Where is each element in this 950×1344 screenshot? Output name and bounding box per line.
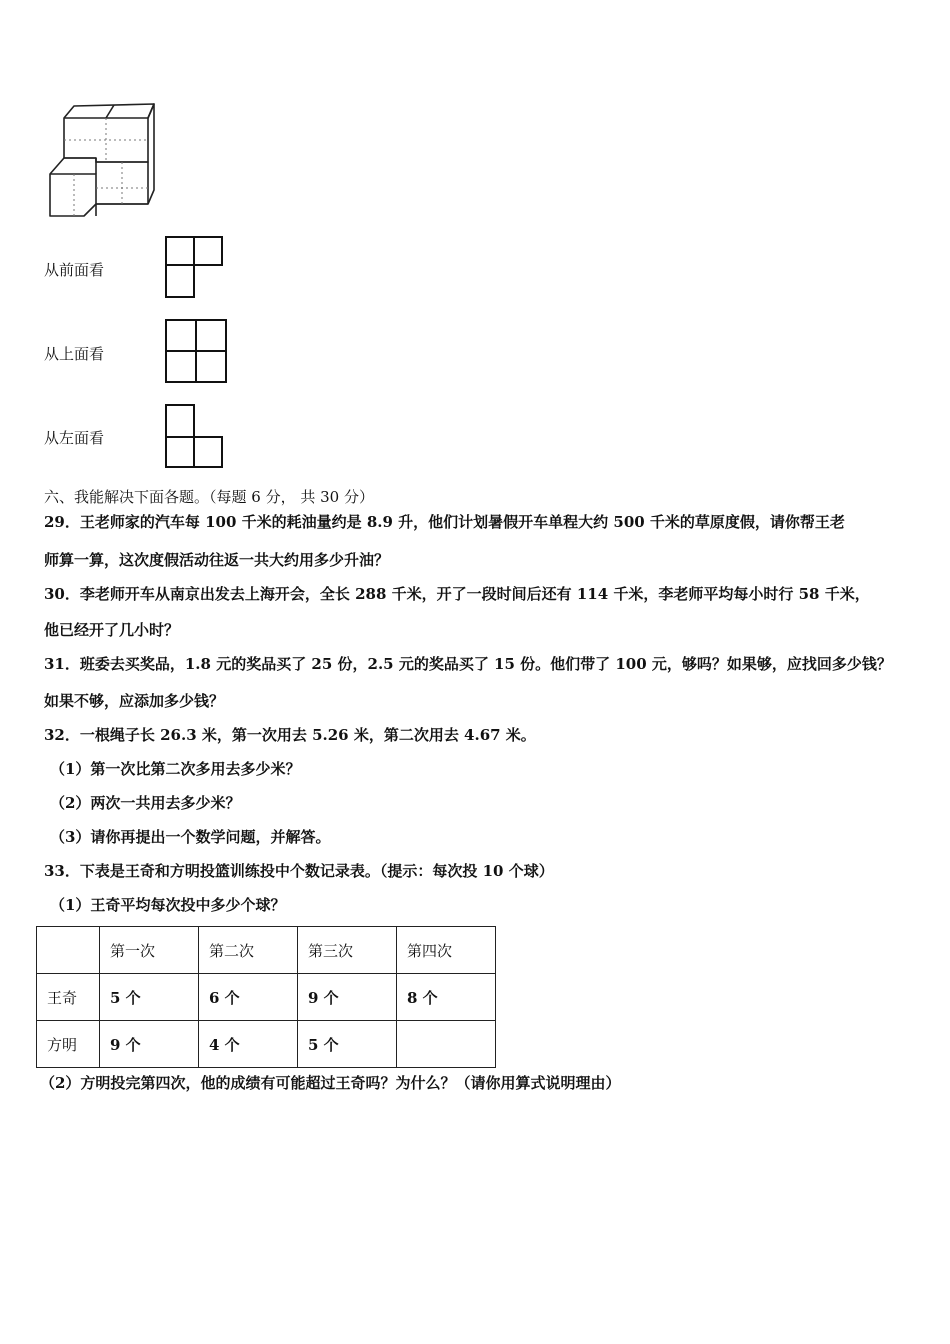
section-heading: 六、我能解决下面各题。（每题 6 分， 共 30 分）: [44, 488, 374, 506]
table-header-cell: 第四次: [397, 927, 496, 974]
table-row: [37, 974, 496, 1021]
table-header-cell: 第一次: [100, 927, 199, 974]
table-cell: 5 个: [100, 974, 199, 1021]
top-view-grid: [164, 318, 228, 384]
top-view-label: 从上面看: [44, 345, 105, 363]
table-cell: [397, 1021, 496, 1068]
table-header-cell: [37, 927, 100, 974]
table-cell: 9 个: [100, 1021, 199, 1068]
table-header-cell: 第二次: [199, 927, 298, 974]
row-name-cell: 王奇: [37, 974, 100, 1021]
q32-sub2: （2）两次一共用去多少米？: [50, 794, 241, 812]
q33-sub2: （2）方明投完第四次，他的成绩有可能超过王奇吗？为什么？（请你用算式说明理由）: [40, 1074, 621, 1092]
row-name-cell: 方明: [37, 1021, 100, 1068]
q30-line1: 30．李老师开车从南京出发去上海开会，全长 288 千米，开了一段时间后还有 114 千米，李老师平均每小时行 58 千米，: [44, 585, 870, 603]
table-cell: 5 个: [298, 1021, 397, 1068]
table-cell: 6 个: [199, 974, 298, 1021]
left-view-grid: [164, 403, 224, 469]
left-view-label: 从左面看: [44, 429, 105, 447]
table-header-row: [37, 927, 496, 974]
q29-line1: 29．王老师家的汽车每 100 千米的耗油量约是 8.9 升，他们计划暑假开车单程大约 500 千米的草原度假，请你帮王老: [44, 513, 845, 531]
q32-sub3: （3）请你再提出一个数学问题，并解答。: [50, 828, 331, 846]
q31-line1: 31．班委去买奖品，1.8 元的奖品买了 25 份，2.5 元的奖品买了 15 份。他们带了 100 元，够吗？如果够，应找回多少钱？: [44, 655, 892, 673]
front-view-grid: [164, 235, 224, 299]
cube-stack-figure: [44, 100, 160, 218]
table-header-cell: 第三次: [298, 927, 397, 974]
table-cell: 9 个: [298, 974, 397, 1021]
q33-sub1: （1）王奇平均每次投中多少个球？: [50, 896, 286, 914]
q31-line2: 如果不够，应添加多少钱？: [44, 692, 225, 710]
q32-sub1: （1）第一次比第二次多用去多少米？: [50, 760, 301, 778]
q33-line1: 33．下表是王奇和方明投篮训练投中个数记录表。（提示：每次投 10 个球）: [44, 862, 554, 880]
q29-line2: 师算一算，这次度假活动往返一共大约用多少升油？: [44, 551, 390, 569]
front-view-label: 从前面看: [44, 261, 105, 279]
q32-line1: 32．一根绳子长 26.3 米，第一次用去 5.26 米，第二次用去 4.67 米。: [44, 726, 536, 744]
score-table: [36, 926, 496, 1068]
q30-line2: 他已经开了几小时？: [44, 621, 180, 639]
table-row: [37, 1021, 496, 1068]
table-cell: 4 个: [199, 1021, 298, 1068]
table-cell: 8 个: [397, 974, 496, 1021]
